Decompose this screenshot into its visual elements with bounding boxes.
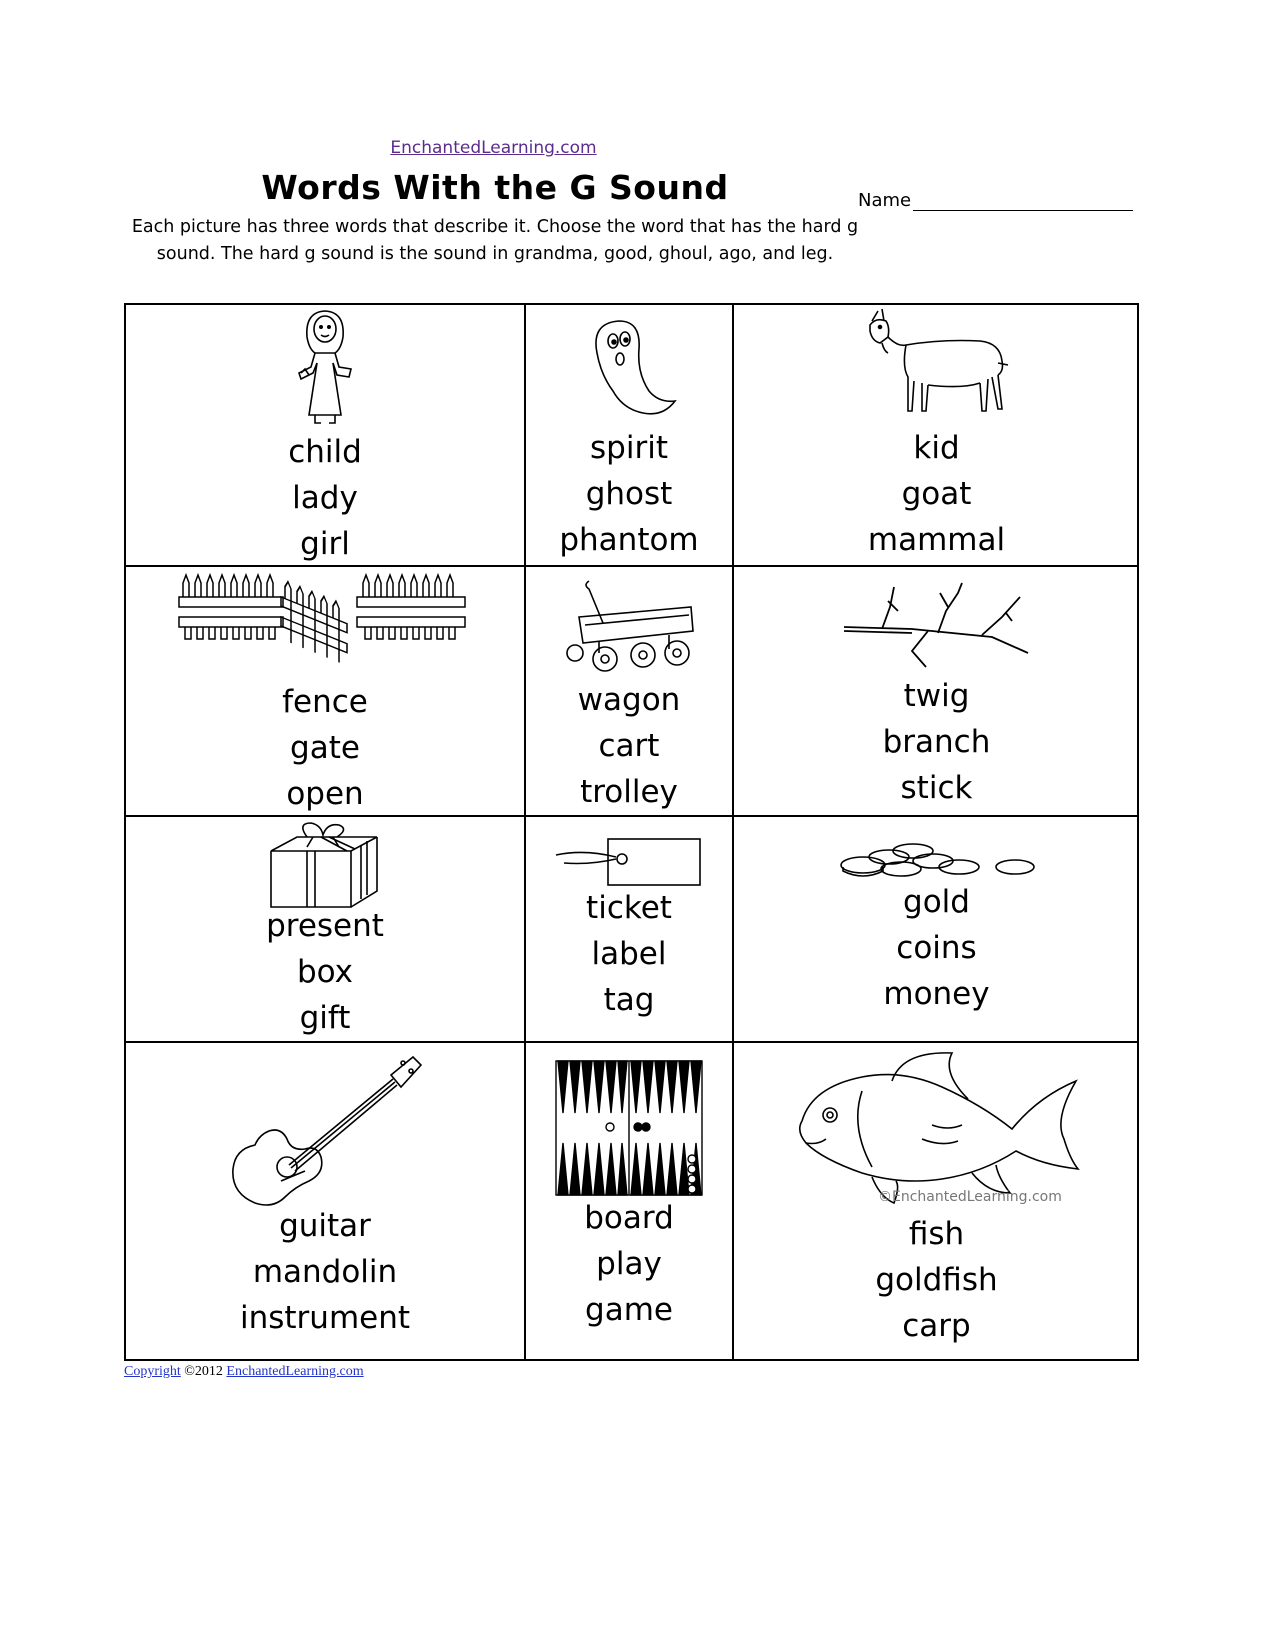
cell-coins: [734, 817, 1139, 1043]
guitar-icon: [225, 1053, 425, 1213]
watermark: ©EnchantedLearning.com: [878, 1189, 1062, 1205]
word-option[interactable]: mandolin: [252, 1254, 398, 1290]
cell-guitar: [126, 1043, 526, 1359]
cell-board: [526, 1043, 734, 1359]
cell-gate: [126, 567, 526, 817]
word-option[interactable]: twig: [903, 678, 970, 714]
word-option[interactable]: lady: [292, 480, 358, 516]
tag-icon: [554, 835, 704, 891]
word-option[interactable]: fish: [908, 1216, 965, 1252]
cell-goat: [734, 305, 1139, 567]
word-option[interactable]: mammal: [867, 522, 1006, 558]
word-option[interactable]: branch: [882, 724, 991, 760]
word-option[interactable]: gate: [290, 730, 360, 766]
page-title: Words With the G Sound: [261, 168, 729, 207]
cell-ghost: [526, 305, 734, 567]
word-option[interactable]: goldfish: [875, 1262, 998, 1298]
word-option[interactable]: guitar: [279, 1208, 371, 1244]
gate-icon: [175, 569, 475, 681]
word-option[interactable]: phantom: [559, 522, 699, 558]
word-option[interactable]: board: [584, 1200, 674, 1236]
cell-wagon: [526, 567, 734, 817]
word-option[interactable]: cart: [598, 728, 660, 764]
copyright-link[interactable]: Copyright: [124, 1364, 181, 1379]
word-option[interactable]: carp: [902, 1308, 971, 1344]
word-option[interactable]: ghost: [585, 476, 673, 512]
cell-tag: [526, 817, 734, 1043]
word-option[interactable]: instrument: [239, 1300, 411, 1336]
footer-site-link[interactable]: EnchantedLearning.com: [226, 1364, 364, 1379]
word-option[interactable]: money: [883, 976, 990, 1012]
girl-icon: [285, 307, 365, 431]
cell-girl: [126, 305, 526, 567]
ghost-icon: [579, 313, 679, 423]
footer: [124, 1364, 364, 1380]
word-option[interactable]: stick: [900, 770, 973, 806]
twig-icon: [842, 581, 1032, 671]
word-option[interactable]: goat: [901, 476, 972, 512]
coins-icon: [837, 839, 1037, 883]
word-option[interactable]: girl: [300, 526, 350, 562]
word-option[interactable]: spirit: [590, 430, 668, 466]
cell-gift: [126, 817, 526, 1043]
word-option[interactable]: present: [266, 908, 384, 944]
name-field[interactable]: [858, 190, 1133, 211]
word-option[interactable]: gold: [903, 884, 970, 920]
gift-icon: [267, 819, 383, 911]
backgammon-board-icon: [554, 1059, 704, 1197]
goat-icon: [862, 307, 1012, 427]
word-option[interactable]: open: [286, 776, 364, 812]
copyright-year: ©2012: [184, 1364, 223, 1379]
word-option[interactable]: fence: [282, 684, 368, 720]
worksheet-grid: [124, 303, 1139, 1361]
site-link[interactable]: EnchantedLearning.com: [390, 138, 597, 158]
word-option[interactable]: label: [591, 936, 667, 972]
word-option[interactable]: trolley: [580, 774, 678, 810]
word-option[interactable]: gift: [299, 1000, 351, 1036]
cell-goldfish: [734, 1043, 1139, 1359]
cell-twig: [734, 567, 1139, 817]
word-option[interactable]: ticket: [586, 890, 672, 926]
name-line[interactable]: [913, 192, 1133, 211]
word-option[interactable]: tag: [603, 982, 655, 1018]
word-option[interactable]: kid: [913, 430, 960, 466]
word-option[interactable]: coins: [896, 930, 977, 966]
instructions: Each picture has three words that describe it. Choose the word that has the hard g sound. The hard g sound is the sound in grandma, good, ghoul, ago, and leg.: [131, 217, 859, 264]
wagon-icon: [559, 577, 699, 677]
word-option[interactable]: child: [288, 434, 362, 470]
word-option[interactable]: play: [596, 1246, 662, 1282]
name-label: Name: [858, 190, 912, 211]
word-option[interactable]: game: [585, 1292, 673, 1328]
word-option[interactable]: box: [296, 954, 354, 990]
goldfish-icon: [792, 1047, 1082, 1205]
word-option[interactable]: wagon: [577, 682, 681, 718]
